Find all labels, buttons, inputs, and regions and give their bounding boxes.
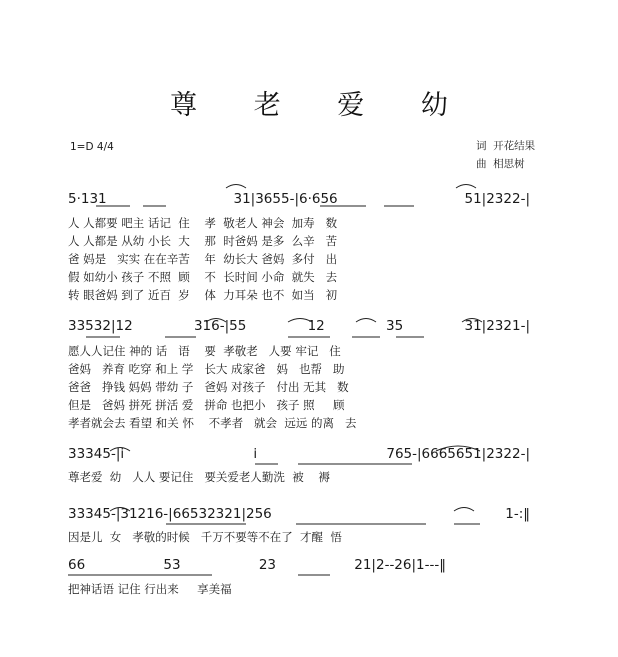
lyric-verse-1: 因是儿 女 孝敬的时候 千万不要等不在了 才醒 悟: [68, 530, 342, 544]
notation-line: [68, 318, 530, 334]
key-signature: 1=D 4/4: [70, 141, 114, 153]
lyric-verse-2: 爸妈 养育 吃穿 和上 学 长大 成家爸 妈 也帮 助: [68, 362, 345, 376]
lyric-verse-1: 把神话语 记住 行出来 享美福: [68, 582, 232, 596]
lyricist-credit: 词 开花结果: [476, 140, 536, 152]
notation-line: [68, 446, 530, 462]
notes-text: 66 53 23 21|2--26|1---‖: [68, 557, 446, 573]
lyric-verse-3: 爸 妈是 实实 在在辛苦 年 幼长大 爸妈 多付 出: [68, 252, 338, 266]
lyric-verse-4: 假 如幼小 孩子 不照 顾 不 长时间 小命 就失 去: [68, 270, 338, 284]
notation-line: [68, 506, 530, 522]
score-system-3: [68, 446, 530, 486]
lyric-verse-5: 转 眼爸妈 到了 近百 岁 体 力耳朵 也不 如当 初: [68, 288, 338, 302]
score-system-4: [68, 506, 530, 546]
lyric-verse-3: 爸爸 挣钱 妈妈 带幼 子 爸妈 对孩子 付出 无其 数: [68, 380, 349, 394]
score-system-5: [68, 557, 446, 597]
composer-credit: 曲 相思树: [476, 158, 525, 170]
notes-text: 33345-|i i 765-|6665651|2322-|: [68, 446, 530, 462]
lyric-verse-1: 尊老爱 幼 人人 要记住 要关爱老人勤洗 被 褥: [68, 470, 330, 484]
credits: [476, 137, 535, 173]
score-system-1: [68, 183, 530, 302]
notes-text: 5·131 31|3655-|6·656 51|2322-|: [68, 191, 530, 207]
lyric-verse-2: 人 人都是 从幼 小长 大 那 时爸妈 是多 么辛 苦: [68, 234, 338, 248]
score-system-2: [68, 318, 530, 433]
lyric-verse-5: 孝者就会去 看望 和关 怀 不孝者 就会 远远 的离 去: [68, 416, 357, 430]
lyric-verse-1: 愿人人记住 神的 话 语 要 孝敬老 人要 牢记 住: [68, 344, 341, 358]
lyric-verse-1: 人 人都要 吧主 话记 住 孝 敬老人 神会 加寿 数: [68, 216, 338, 230]
notes-text: 33532|12 316-|55 12 35 31|2321-|: [68, 318, 530, 334]
notes-text: 33345-|31216-|66532321|256 1-:‖: [68, 506, 530, 522]
notation-line: [68, 557, 446, 573]
song-title: 尊 老 爱 幼: [170, 90, 472, 121]
notation-line: [68, 191, 530, 207]
lyric-verse-4: 但是 爸妈 拼死 拼活 爱 拼命 也把小 孩子 照 顾: [68, 398, 345, 412]
